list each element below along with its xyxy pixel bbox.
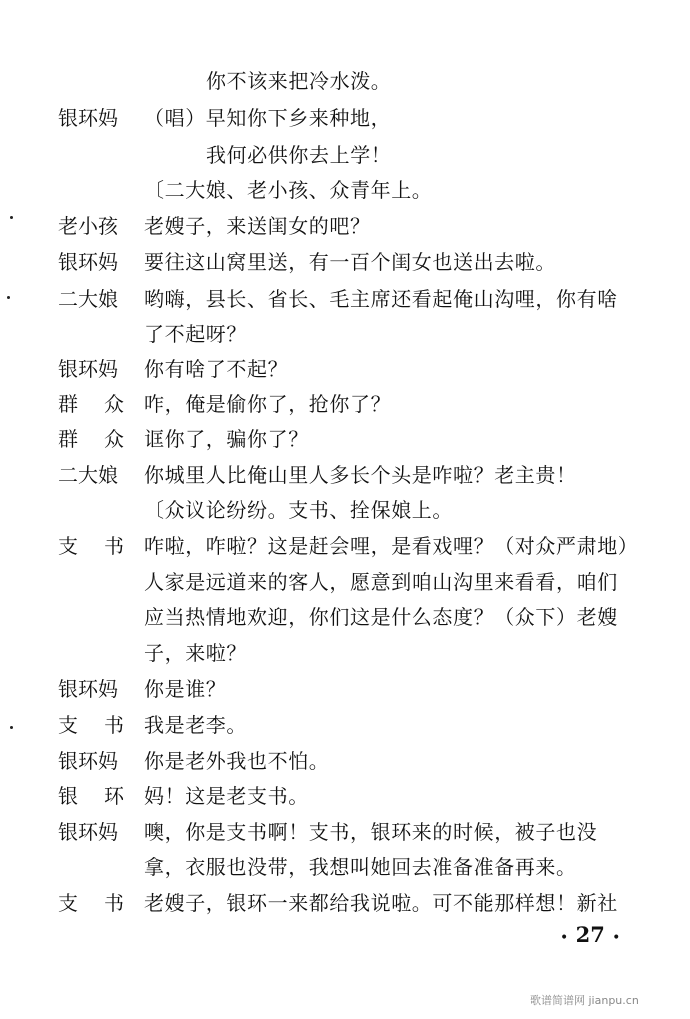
dialogue-line: 要往这山窝里送，有一百个闺女也送出去啦。 xyxy=(144,250,556,274)
continuation-line: 子，来啦？ xyxy=(144,641,247,665)
speaker-char: 书 xyxy=(104,891,124,915)
speaker-name: 银环妈 xyxy=(58,677,118,701)
continuation-line: 拿，衣服也没带，我想叫她回去准备准备再来。 xyxy=(144,855,577,879)
dialogue-line: 妈！这是老支书。 xyxy=(144,784,309,808)
dialogue-line: 咋，俺是偷你了，抢你了？ xyxy=(144,392,392,416)
speaker-name xyxy=(58,890,124,916)
speaker-name: 银环妈 xyxy=(58,820,118,844)
dialogue-line: 你有啥了不起？ xyxy=(144,357,289,381)
dialogue-line: 老嫂子，来送闺女的吧？ xyxy=(144,214,371,238)
dialogue-line: 你是老外我也不怕。 xyxy=(144,749,330,773)
scan-mark xyxy=(10,216,13,219)
continuation-line: 你不该来把冷水泼。 xyxy=(206,69,392,93)
speaker-char: 众 xyxy=(104,392,124,416)
speaker-name: 银环妈 xyxy=(58,749,118,773)
dialogue-line: 我是老李。 xyxy=(144,713,247,737)
speaker-name xyxy=(58,712,124,738)
speaker-name: 老小孩 xyxy=(58,214,118,238)
speaker-name xyxy=(58,391,124,417)
speaker-char: 众 xyxy=(104,427,124,451)
continuation-line: 〔二大娘、老小孩、众青年上。 xyxy=(144,178,433,202)
speaker-char: 支 xyxy=(58,713,78,737)
dialogue-line: （唱）早知你下乡来种地， xyxy=(144,106,392,130)
speaker-name: 银环妈 xyxy=(58,357,118,381)
speaker-char: 书 xyxy=(104,534,124,558)
speaker-char: 群 xyxy=(58,392,78,416)
speaker-char: 支 xyxy=(58,534,78,558)
dialogue-line: 老嫂子，银环一来都给我说啦。可不能那样想！新社 xyxy=(144,891,618,915)
dialogue-line: 咋啦，咋啦？这是赶会哩，是看戏哩？（对众严肃地） xyxy=(144,534,639,558)
dialogue-line: 诓你了，骗你了？ xyxy=(144,427,309,451)
speaker-name: 二大娘 xyxy=(58,287,118,311)
speaker-name xyxy=(58,533,124,559)
speaker-name: 银环妈 xyxy=(58,106,118,130)
speaker-char: 银 xyxy=(58,784,78,808)
page-number: • 27 • xyxy=(560,922,621,947)
continuation-line: 了不起呀？ xyxy=(144,322,247,346)
speaker-char: 书 xyxy=(104,713,124,737)
continuation-line: 应当热情地欢迎，你们这是什么态度？（众下）老嫂 xyxy=(144,605,618,629)
dialogue-line: 你是谁？ xyxy=(144,677,227,701)
speaker-name: 二大娘 xyxy=(58,463,118,487)
page-number-text: 27 xyxy=(575,922,605,947)
scan-mark xyxy=(7,296,10,299)
watermark: 歌谱简谱网 jianpu.cn xyxy=(530,994,639,1007)
dialogue-line: 哟嗨，县长、省长、毛主席还看起俺山沟哩，你有啥 xyxy=(144,287,618,311)
speaker-name xyxy=(58,426,124,452)
dialogue-line: 噢，你是支书啊！支书，银环来的时候，被子也没 xyxy=(144,820,598,844)
speaker-char: 环 xyxy=(104,784,124,808)
continuation-line: 〔众议论纷纷。支书、拴保娘上。 xyxy=(144,498,453,522)
continuation-line: 我何必供你去上学！ xyxy=(206,143,392,167)
speaker-char: 支 xyxy=(58,891,78,915)
speaker-name: 银环妈 xyxy=(58,250,118,274)
speaker-char: 群 xyxy=(58,427,78,451)
continuation-line: 人家是远道来的客人，愿意到咱山沟里来看看，咱们 xyxy=(144,570,618,594)
scan-mark xyxy=(10,726,13,729)
speaker-name xyxy=(58,783,124,809)
dialogue-line: 你城里人比俺山里人多长个头是咋啦？老主贵！ xyxy=(144,463,577,487)
